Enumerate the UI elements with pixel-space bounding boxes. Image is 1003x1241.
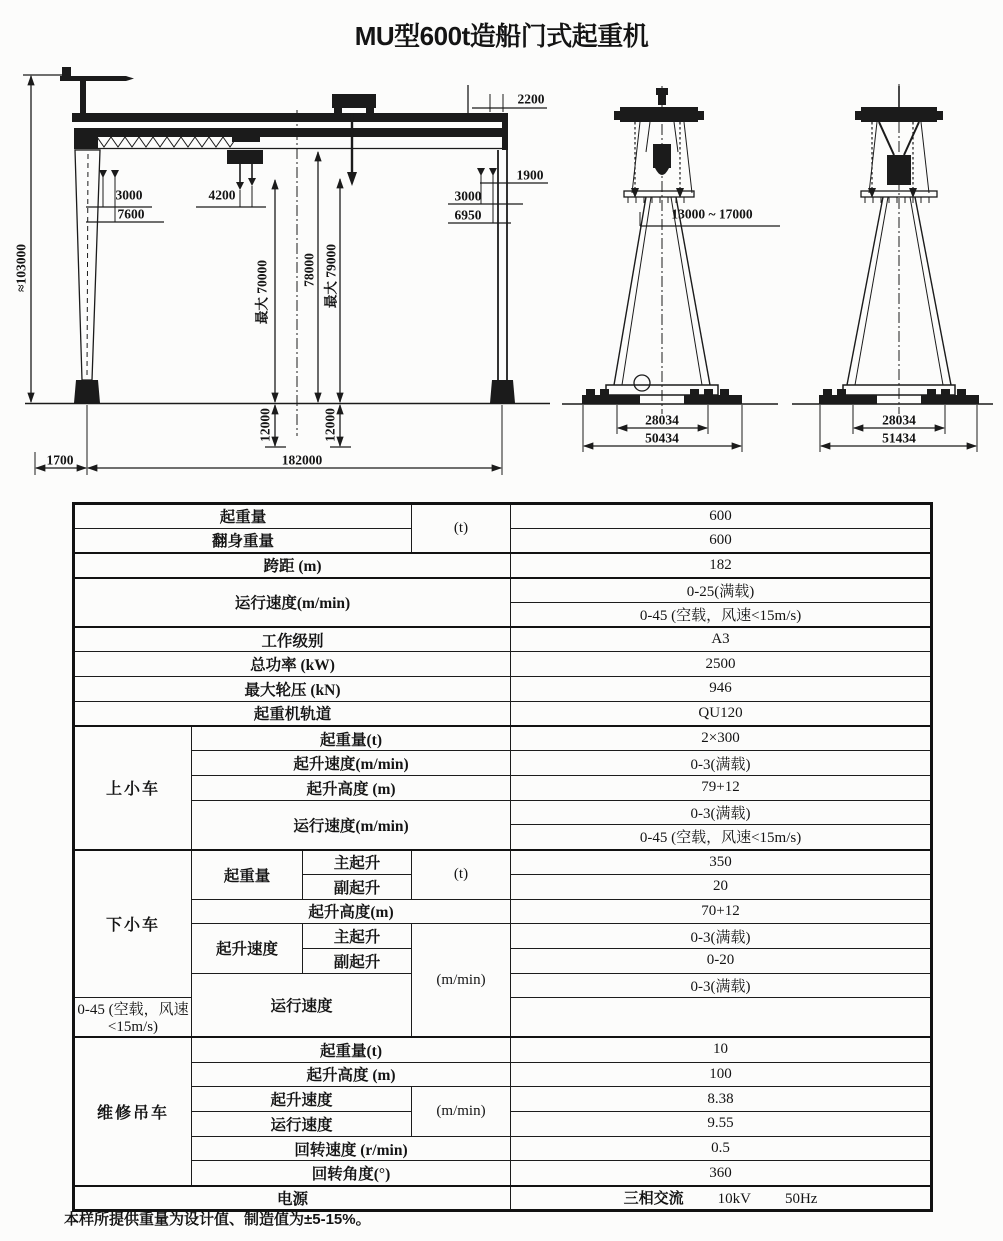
spec-value-duty-class: A3 (511, 627, 932, 652)
dim-left-3000: 3000 (115, 187, 143, 203)
spec-label-lower-hoist-speed: 起升速度 (192, 924, 303, 973)
power-voltage: 10kV (717, 1191, 751, 1208)
spec-value-upper-hoist-speed: 0-3(满载) (511, 751, 932, 776)
spec-value-maint-travel-speed: 9.55 (511, 1112, 932, 1137)
spec-unit-lower-mmin: (m/min) (412, 924, 511, 1038)
spec-label-upper-travel-speed: 运行速度(m/min) (192, 800, 511, 849)
spec-value-span: 182 (511, 553, 932, 578)
spec-label-upper-hoist-speed: 起升速度(m/min) (192, 751, 511, 776)
spec-value-lower-capacity-main: 350 (511, 850, 932, 875)
power-frequency: 50Hz (784, 1191, 818, 1208)
spec-label-lower-travel-speed: 运行速度 (192, 973, 412, 1037)
spec-label-maint-capacity: 起重量(t) (192, 1037, 511, 1062)
spec-value-maint-lift-height: 100 (511, 1062, 932, 1087)
spec-label-crane-rail: 起重机轨道 (74, 701, 511, 726)
spec-label-power-supply: 电源 (74, 1186, 511, 1211)
dim-side1-bogie-span: 28034 (645, 412, 679, 428)
spec-table-wrapper (72, 502, 933, 1212)
dim-leg-gauge: 13000 ~ 17000 (671, 206, 753, 222)
dim-pit-12000-right: 12000 (322, 408, 338, 442)
spec-unit-maint-mmin: (m/min) (412, 1087, 511, 1136)
spec-value-lifting-capacity: 600 (511, 504, 932, 529)
spec-value-upper-travel-full: 0-3(满载) (511, 800, 932, 825)
spec-label-duty-class: 工作级别 (74, 627, 511, 652)
spec-value-maint-capacity: 10 (511, 1037, 932, 1062)
dim-right-6950: 6950 (454, 207, 482, 223)
spec-label-lifting-capacity: 起重量 (74, 504, 412, 529)
dim-max-lift-70000: 最大 70000 (254, 259, 270, 325)
spec-label-lower-hoist-main: 主起升 (303, 924, 412, 949)
dim-side2-base-span: 51434 (882, 430, 916, 446)
spec-unit-t: (t) (412, 504, 511, 553)
spec-group-maintenance-crane: 维修吊车 (74, 1037, 192, 1185)
spec-value-lower-lift-height: 70+12 (511, 899, 932, 924)
page-title: MU型600t造船门式起重机 (354, 21, 649, 51)
spec-label-total-power: 总功率 (kW) (74, 652, 511, 677)
dim-pit-12000-left: 12000 (257, 408, 273, 442)
dim-side1-base-span: 50434 (645, 430, 679, 446)
spec-label-turning-capacity: 翻身重量 (74, 528, 412, 553)
spec-label-lower-aux-hoist: 副起升 (303, 874, 412, 899)
side-view-1-drawing (562, 86, 780, 452)
spec-value-lower-travel-empty: 0-45 (空载，风速<15m/s) (74, 998, 192, 1038)
spec-value-upper-travel-empty: 0-45 (空载，风速<15m/s) (511, 825, 932, 850)
spec-label-lower-lift-height: 起升高度(m) (192, 899, 511, 924)
spec-group-lower-trolley: 下小车 (74, 850, 192, 998)
spec-value-crane-rail: QU120 (511, 701, 932, 726)
dim-left-7600: 7600 (117, 206, 145, 222)
dim-max-lift-79000: 最大 79000 (323, 243, 339, 309)
dim-overhang-1700: 1700 (46, 452, 74, 468)
spec-value-max-wheel-load: 946 (511, 677, 932, 702)
side-view-2-drawing (792, 84, 993, 452)
spec-label-span: 跨距 (m) (74, 553, 511, 578)
dim-side2-bogie-span: 28034 (882, 412, 916, 428)
spec-value-upper-capacity: 2×300 (511, 726, 932, 751)
spec-label-upper-capacity: 起重量(t) (192, 726, 511, 751)
spec-value-lower-hoist-main: 0-3(满载) (511, 924, 932, 949)
spec-value-lower-travel-full: 0-3(满载) (511, 973, 932, 998)
footnote: 本样所提供重量为设计值、制造值为±5-15%。 (64, 1211, 371, 1228)
spec-value-power-supply (511, 1186, 932, 1211)
spec-label-lower-capacity: 起重量 (192, 850, 303, 899)
dim-right-3000: 3000 (454, 188, 482, 204)
spec-label-maint-hoist-speed: 起升速度 (192, 1087, 412, 1112)
spec-value-lower-hoist-aux: 0-20 (511, 948, 932, 973)
dim-78000: 78000 (301, 253, 317, 287)
spec-value-lower-capacity-aux: 20 (511, 874, 932, 899)
spec-value-maint-slew-angle: 360 (511, 1161, 932, 1186)
spec-table (72, 502, 933, 1212)
front-view-drawing (23, 67, 550, 475)
dim-overall-height: ≈103000 (13, 244, 29, 292)
crane-drawing (10, 62, 995, 500)
spec-unit-lower-t: (t) (412, 850, 511, 899)
spec-value-maint-slew-speed: 0.5 (511, 1136, 932, 1161)
dim-1900: 1900 (516, 167, 544, 183)
spec-label-upper-lift-height: 起升高度 (m) (192, 775, 511, 800)
dim-span-182000: 182000 (281, 452, 323, 468)
spec-value-total-power: 2500 (511, 652, 932, 677)
spec-label-lower-main-hoist: 主起升 (303, 850, 412, 875)
spec-label-travel-speed: 运行速度(m/min) (74, 578, 511, 627)
spec-group-upper-trolley: 上小车 (74, 726, 192, 850)
spec-value-upper-lift-height: 79+12 (511, 775, 932, 800)
spec-value-travel-empty: 0-45 (空载，风速<15m/s) (511, 602, 932, 627)
spec-label-maint-lift-height: 起升高度 (m) (192, 1062, 511, 1087)
spec-label-maint-slew-speed: 回转速度 (r/min) (192, 1136, 511, 1161)
dim-trolley-gauge-4200: 4200 (208, 187, 236, 203)
spec-label-maint-travel-speed: 运行速度 (192, 1112, 412, 1137)
crane-drawing-svg (10, 62, 995, 500)
spec-label-maint-slew-angle: 回转角度(°) (192, 1161, 511, 1186)
spec-label-max-wheel-load: 最大轮压 (kN) (74, 677, 511, 702)
spec-value-turning-capacity: 600 (511, 528, 932, 553)
spec-value-maint-hoist-speed: 8.38 (511, 1087, 932, 1112)
spec-label-lower-hoist-aux: 副起升 (303, 948, 412, 973)
spec-value-travel-full: 0-25(满载) (511, 578, 932, 603)
power-phase: 三相交流 (623, 1191, 684, 1208)
dim-2200: 2200 (517, 91, 545, 107)
